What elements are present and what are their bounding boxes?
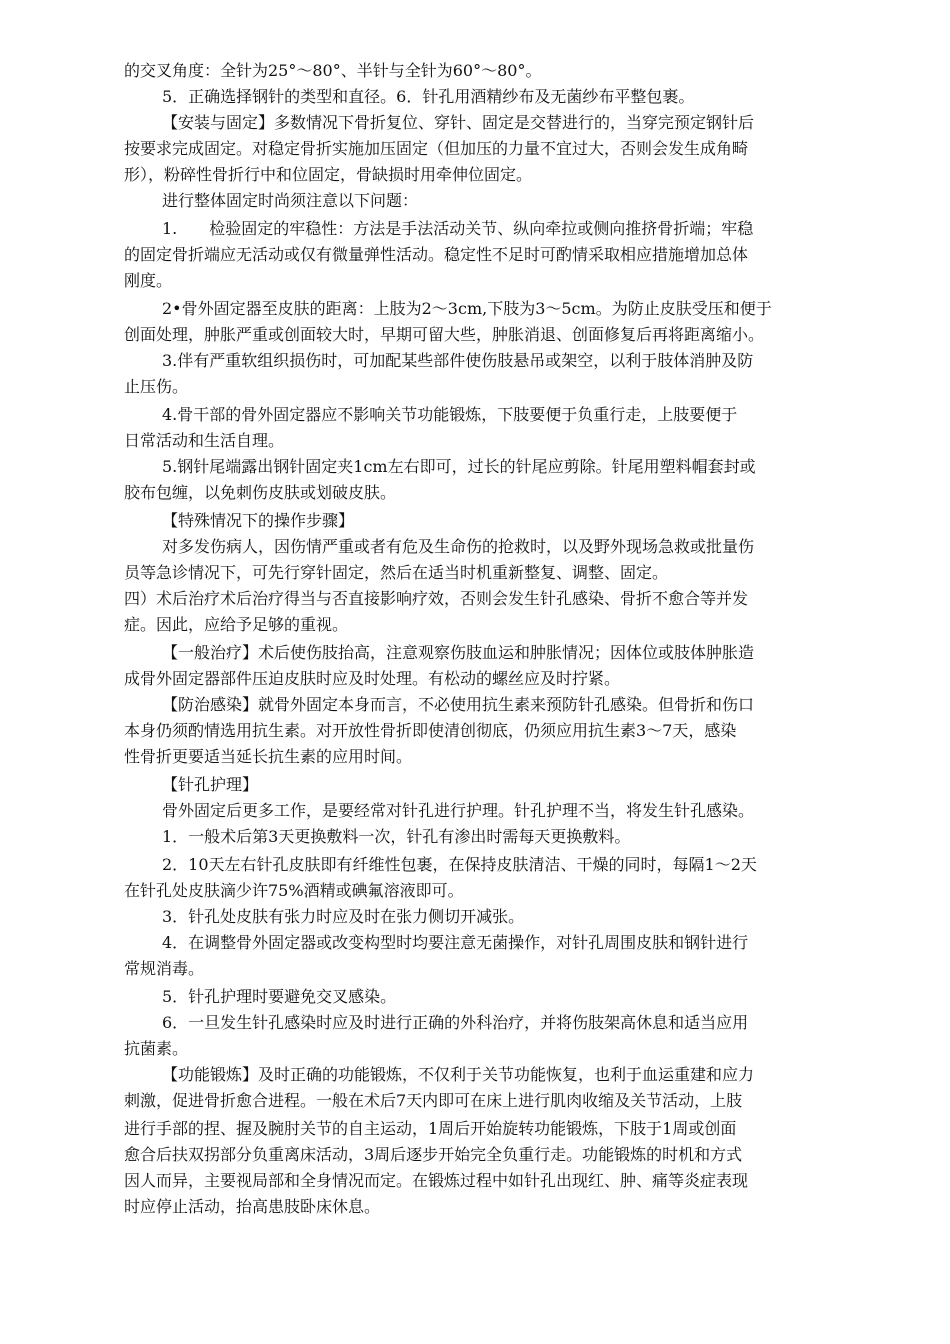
text-line: 止压伤。 <box>124 377 189 396</box>
text-line: 愈合后扶双拐部分负重离床活动，3周后逐步开始完全负重行走。功能锻炼的时机和方式 <box>124 1145 743 1164</box>
text-line: 4.骨干部的骨外固定器应不影响关节功能锻炼，下肢要便于负重行走，上肢要便于 <box>162 405 738 424</box>
text-line: 【功能锻炼】及时正确的功能锻炼，不仅利于关节功能恢复，也利于血运重建和应力 <box>162 1065 755 1084</box>
text-line: 的交叉角度：全针为25°～80°、半针与全针为60°～80°。 <box>124 61 542 80</box>
text-line: 日常活动和生活自理。 <box>124 431 285 450</box>
text-line: 2•骨外固定器至皮肤的距离：上肢为2～3cm,下肢为3～5cm。为防止皮肤受压和便于 <box>162 299 772 318</box>
text-line: 创面处理，肿胀严重或创面较大时，早期可留大些，肿胀消退、创面修复后再将距离缩小。 <box>124 325 765 344</box>
text-line: 2．10天左右针孔皮肤即有纤维性包裹，在保持皮肤清洁、干燥的同时，每隔1～2天 <box>162 855 757 874</box>
text-line: 刚度。 <box>124 271 173 290</box>
text-line: 1. 检验固定的牢稳性：方法是手法活动关节、纵向牵拉或侧向推挤骨折端；牢稳 <box>162 219 754 238</box>
text-line: 5．正确选择钢针的类型和直径。6．针孔用酒精纱布及无菌纱布平整包裹。 <box>162 87 695 106</box>
text-line: 胶布包缠，以免刺伤皮肤或划破皮肤。 <box>124 483 397 502</box>
text-line: 形），粉碎性骨折行中和位固定，骨缺损时用牵伸位固定。 <box>124 165 533 184</box>
section-heading: 【特殊情况下的操作步骤】 <box>162 511 355 530</box>
text-line: 5．针孔护理时要避免交叉感染。 <box>162 987 397 1006</box>
text-line: 骨外固定后更多工作，是要经常对针孔进行护理。针孔护理不当，将发生针孔感染。 <box>162 801 755 820</box>
text-line: 【安装与固定】多数情况下骨折复位、穿针、固定是交替进行的，当穿完预定钢针后 <box>162 113 755 132</box>
text-line: 四）术后治疗术后治疗得当与否直接影响疗效，否则会发生针孔感染、骨折不愈合等并发 <box>124 589 749 608</box>
text-line: 【防治感染】就骨外固定本身而言，不必使用抗生素来预防针孔感染。但骨折和伤口 <box>162 695 755 714</box>
text-line: 6．一旦发生针孔感染时应及时进行正确的外科治疗，并将伤肢架高休息和适当应用 <box>162 1013 749 1032</box>
text-line: 性骨折更要适当延长抗生素的应用时间。 <box>124 747 413 766</box>
text-line: 3．针孔处皮肤有张力时应及时在张力侧切开减张。 <box>162 907 525 926</box>
text-line: 【一般治疗】术后使伤肢抬高，注意观察伤肢血运和肿胀情况；因体位或肢体肿胀造 <box>162 643 755 662</box>
text-line: 进行手部的捏、握及腕肘关节的自主运动，1周后开始旋转功能锻炼，下肢于1周或创面 <box>124 1119 737 1138</box>
text-line: 成骨外固定器部件压迫皮肤时应及时处理。有松动的螺丝应及时拧紧。 <box>124 669 621 688</box>
text-line: 3.伴有严重软组织损伤时，可加配某些部件使伤肢悬吊或架空，以利于肢体消肿及防 <box>162 351 754 370</box>
text-line: 按要求完成固定。对稳定骨折实施加压固定（但加压的力量不宜过大，否则会发生成角畸 <box>124 139 749 158</box>
text-line: 4．在调整骨外固定器或改变构型时均要注意无菌操作，对针孔周围皮肤和钢针进行 <box>162 933 749 952</box>
text-line: 症。因此，应给予足够的重视。 <box>124 615 349 634</box>
text-line: 时应停止活动，抬高患肢卧床休息。 <box>124 1197 381 1216</box>
text-line: 对多发伤病人，因伤情严重或者有危及生命伤的抢救时，以及野外现场急救或批量伤 <box>162 537 755 556</box>
text-line: 常规消毒。 <box>124 959 205 978</box>
text-line: 员等急诊情况下，可先行穿针固定，然后在适当时机重新整复、调整、固定。 <box>124 563 669 582</box>
text-line: 本身仍须酌情选用抗生素。对开放性骨折即使清创彻底，仍须应用抗生素3～7天，感染 <box>124 721 737 740</box>
text-line: 的固定骨折端应无活动或仅有微量弹性活动。稳定性不足时可酌情采取相应措施增加总体 <box>124 245 749 264</box>
section-heading: 【针孔护理】 <box>162 775 259 794</box>
text-line: 抗菌素。 <box>124 1039 189 1058</box>
text-line: 5.钢针尾端露出钢针固定夹1cm左右即可，过长的针尾应剪除。针尾用塑料帽套封或 <box>162 457 756 476</box>
text-line: 因人而异，主要视局部和全身情况而定。在锻炼过程中如针孔出现红、肿、痛等炎症表现 <box>124 1171 749 1190</box>
text-line: 刺激，促进骨折愈合进程。一般在术后7天内即可在床上进行肌肉收缩及关节活动，上肢 <box>124 1091 743 1110</box>
text-line: 进行整体固定时尚须注意以下问题： <box>162 191 419 210</box>
text-line: 1．一般术后第3天更换敷料一次，针孔有渗出时需每天更换敷料。 <box>162 827 631 846</box>
text-line: 在针孔处皮肤滴少许75%酒精或碘氟溶液即可。 <box>124 881 464 900</box>
